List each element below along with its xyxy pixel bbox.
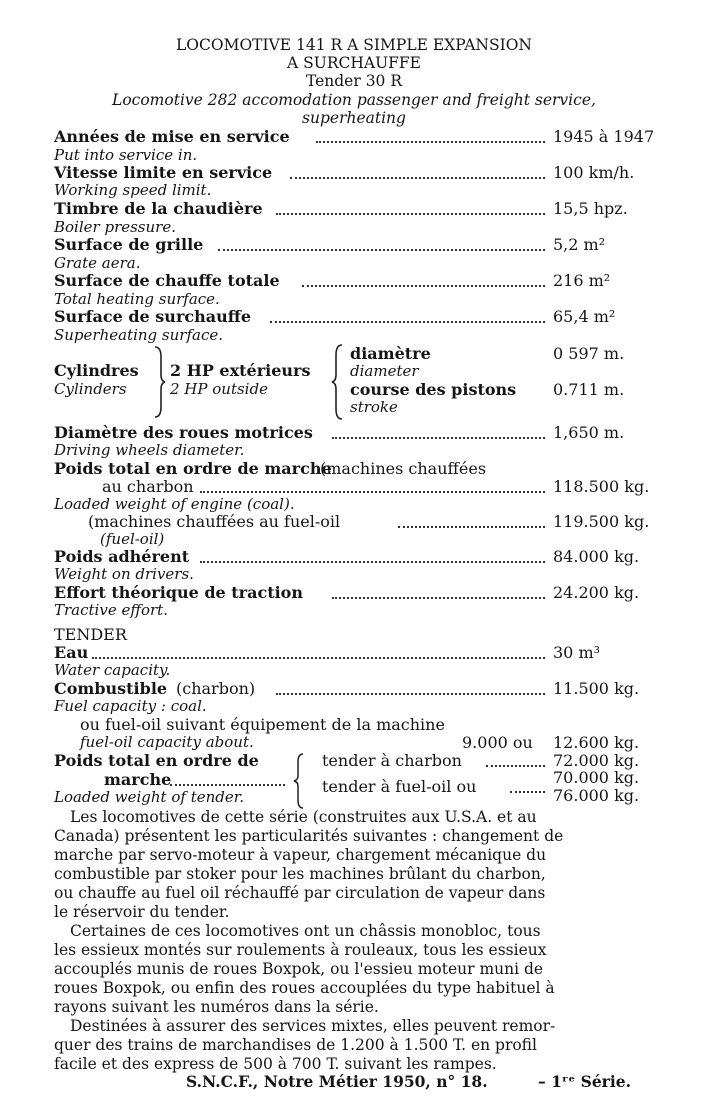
- cylinders-label: Cylindres: [54, 361, 139, 380]
- text-line: les essieux montés sur roulements à rouleaux, tous les essieux: [54, 941, 547, 959]
- fuel-oil-value-a: 9.000 ou: [462, 733, 533, 752]
- water-value: 30 m³: [553, 643, 601, 662]
- spec-value-grate-area: 5,2 m²: [553, 235, 606, 254]
- dot-leader: [270, 321, 545, 323]
- adherent-label: Poids adhérent: [54, 547, 190, 566]
- dot-leader: [92, 657, 545, 659]
- cylinders-count-fr: 2 HP extérieurs: [170, 361, 311, 380]
- title-line-2: A SURCHAUFFE: [287, 54, 421, 72]
- text-line: accouplés munis de roues Boxpok, ou l'essieu moteur muni de: [54, 960, 544, 978]
- text-line: Certaines de ces locomotives ont un châssis monobloc, tous: [70, 922, 541, 940]
- spec-label-total-heating: Surface de chauffe totale: [54, 271, 280, 290]
- weight-label-cont: (machines chauffées: [320, 459, 487, 478]
- text-line: quer des trains de marchandises de 1.200 à 1.500 T. en profil: [54, 1036, 537, 1054]
- subtitle-line-1: Locomotive 282 accomodation passenger and freight service,: [112, 91, 596, 109]
- water-translation: Water capacity.: [54, 661, 171, 679]
- text-line: Les locomotives de cette série (construites aux U.S.A. et au: [70, 808, 537, 826]
- spec-value-service-years: 1945 à 1947: [553, 127, 655, 146]
- title-line-3: Tender 30 R: [305, 72, 403, 90]
- dot-leader: [200, 491, 545, 493]
- tender-weight-label-1: Poids total en ordre de: [54, 751, 259, 770]
- water-label: Eau: [54, 643, 89, 662]
- spec-label-speed-limit: Vitesse limite en service: [54, 163, 273, 182]
- weight-coal-line: au charbon: [102, 477, 194, 496]
- dot-leader: [332, 597, 545, 599]
- spec-translation-service-years: Put into service in.: [54, 146, 198, 164]
- paragraph-services: [54, 1017, 684, 1074]
- spec-value-boiler-pressure: 15,5 hpz.: [553, 199, 628, 218]
- spec-label-boiler-pressure: Timbre de la chaudière: [54, 199, 263, 218]
- dot-leader: [316, 141, 545, 143]
- spec-translation-total-heating: Total heating surface.: [54, 290, 220, 308]
- paragraph-features: [54, 808, 684, 922]
- tender-weight-translation: Loaded weight of tender.: [54, 788, 245, 806]
- traction-value: 24.200 kg.: [553, 583, 640, 602]
- dot-leader: [510, 791, 545, 793]
- text-line: combustible par stoker pour les machines brûlant du charbon,: [54, 865, 546, 883]
- traction-translation: Tractive effort.: [54, 601, 168, 619]
- dot-leader: [398, 526, 545, 528]
- left-brace: [152, 345, 166, 419]
- spec-translation-boiler-pressure: Boiler pressure.: [54, 218, 176, 236]
- cylinder-diameter-label: diamètre: [350, 344, 431, 363]
- traction-label: Effort théorique de traction: [54, 583, 303, 602]
- tender-fuel-value-1: 70.000 kg.: [553, 768, 640, 787]
- tender-coal-value: 72.000 kg.: [553, 751, 640, 770]
- fuel-translation: Fuel capacity : coal.: [54, 697, 207, 715]
- spec-value-speed-limit: 100 km/h.: [553, 163, 635, 182]
- tender-brace: [292, 752, 306, 810]
- piston-stroke-value: 0.711 m.: [553, 380, 625, 399]
- dot-leader: [302, 285, 545, 287]
- adherent-value: 84.000 kg.: [553, 547, 640, 566]
- title-line-1: LOCOMOTIVE 141 R A SIMPLE EXPANSION: [176, 36, 532, 54]
- spec-label-service-years: Années de mise en service: [54, 127, 290, 146]
- weight-coal-value: 118.500 kg.: [553, 477, 650, 496]
- text-line: roues Boxpok, ou enfin des roues accouplées du type habituel à: [54, 979, 555, 997]
- right-brace: [330, 343, 346, 421]
- weight-fuel-line: (machines chauffées au fuel-oil: [88, 512, 341, 531]
- fuel-value: 11.500 kg.: [553, 679, 640, 698]
- fuel-oil-line: ou fuel-oil suivant équipement de la machine: [80, 715, 445, 734]
- spec-value-superheating: 65,4 m²: [553, 307, 616, 326]
- text-line: marche par servo-moteur à vapeur, chargement mécanique du: [54, 846, 547, 864]
- tender-fuel-value-2: 76.000 kg.: [553, 786, 640, 805]
- wheels-translation: Driving wheels diameter.: [54, 441, 245, 459]
- text-line: le réservoir du tender.: [54, 903, 230, 921]
- dot-leader: [200, 561, 545, 563]
- cylinder-diameter-value: 0 597 m.: [553, 344, 625, 363]
- dot-leader: [332, 437, 545, 439]
- dot-leader: [486, 765, 545, 767]
- adherent-translation: Weight on drivers.: [54, 565, 194, 583]
- cylinder-diameter-translation: diameter: [350, 362, 419, 380]
- weight-fuel-value: 119.500 kg.: [553, 512, 650, 531]
- spec-translation-grate-area: Grate aera.: [54, 254, 141, 272]
- text-line: ou chauffe au fuel oil réchauffé par circulation de vapeur dans: [54, 884, 546, 902]
- tender-heading: TENDER: [54, 625, 127, 644]
- text-line: Canada) présentent les particularités suivantes : changement de: [54, 827, 564, 845]
- dot-leader: [170, 784, 285, 786]
- dot-leader: [290, 177, 545, 179]
- tender-weight-label-2: marche: [104, 770, 172, 789]
- subtitle-line-2: superheating: [302, 109, 406, 127]
- dot-leader: [276, 213, 545, 215]
- fuel-oil-value-b: 12.600 kg.: [553, 733, 640, 752]
- tender-fuel-label: tender à fuel-oil ou: [322, 777, 477, 796]
- spec-translation-speed-limit: Working speed limit.: [54, 181, 212, 199]
- fuel-oil-translation: fuel-oil capacity about.: [80, 733, 254, 751]
- text-line: Destinées à assurer des services mixtes, elles peuvent remor-: [70, 1017, 556, 1035]
- tender-coal-label: tender à charbon: [322, 751, 462, 770]
- piston-stroke-translation: stroke: [350, 398, 398, 416]
- fuel-label-cont: (charbon): [176, 679, 256, 698]
- weight-translation: Loaded weight of engine (coal).: [54, 495, 295, 513]
- piston-stroke-label: course des pistons: [350, 380, 517, 399]
- text-line: rayons suivant les numéros dans la série.: [54, 998, 379, 1016]
- spec-translation-superheating: Superheating surface.: [54, 326, 223, 344]
- spec-value-total-heating: 216 m²: [553, 271, 611, 290]
- weight-fuel-translation: (fuel-oil): [100, 530, 165, 548]
- spec-label-superheating: Surface de surchauffe: [54, 307, 252, 326]
- spec-label-grate-area: Surface de grille: [54, 235, 204, 254]
- weight-label: Poids total en ordre de marche: [54, 459, 332, 478]
- text-line: facile et des express de 500 à 700 T. suivant les rampes.: [54, 1055, 497, 1073]
- dot-leader: [276, 693, 545, 695]
- footer-source: S.N.C.F., Notre Métier 1950, n° 18.: [186, 1072, 488, 1091]
- paragraph-chassis: [54, 922, 684, 1017]
- cylinders-translation: Cylinders: [54, 380, 127, 398]
- footer-series: – 1ʳᵉ Série.: [538, 1072, 631, 1091]
- cylinders-count-en: 2 HP outside: [170, 380, 268, 398]
- wheels-value: 1,650 m.: [553, 423, 625, 442]
- fuel-label: Combustible: [54, 679, 168, 698]
- dot-leader: [218, 249, 545, 251]
- wheels-label: Diamètre des roues motrices: [54, 423, 313, 442]
